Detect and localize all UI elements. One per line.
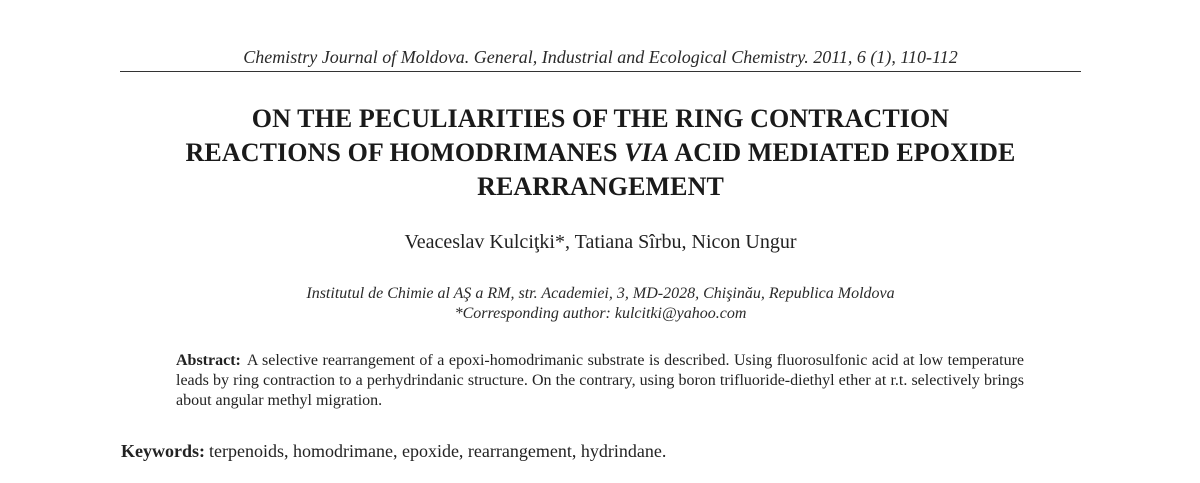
affiliation bbox=[120, 284, 1081, 324]
paper-title bbox=[120, 102, 1081, 204]
title-line-2 bbox=[120, 136, 1081, 170]
title-line-2-start: REACTIONS OF HOMODRIMANES bbox=[185, 138, 625, 167]
abstract bbox=[176, 351, 1024, 411]
keywords-text: terpenoids, homodrimane, epoxide, rearrangement, hydrindane. bbox=[209, 441, 667, 461]
title-line-3: REARRANGEMENT bbox=[477, 172, 724, 201]
title-line-2-end: ACID MEDIATED EPOXIDE bbox=[669, 138, 1016, 167]
corresponding-author: *Corresponding author: kulcitki@yahoo.com bbox=[454, 305, 747, 322]
abstract-label: Abstract: bbox=[176, 352, 241, 369]
abstract-text: A selective rearrangement of a epoxi-homodrimanic substrate is described. Using fluorosulfonic acid at low temperature leads by ring contraction to a perhydrindanic structure. On the contrary, using boron trifluoride-diethyl ether at r.t. selectively brings about angular methyl migration. bbox=[176, 352, 1024, 409]
keywords-label: Keywords: bbox=[121, 441, 205, 461]
journal-header: Chemistry Journal of Moldova. General, Industrial and Ecological Chemistry. 2011, 6 (1), 110-112 bbox=[243, 47, 958, 67]
affiliation-institution: Institutul de Chimie al AŞ a RM, str. Academiei, 3, MD-2028, Chişinău, Republica Moldova bbox=[306, 285, 895, 302]
authors: Veaceslav Kulciţki*, Tatiana Sîrbu, Nicon Ungur bbox=[404, 231, 797, 253]
header-rule bbox=[120, 71, 1081, 72]
title-line-1: ON THE PECULIARITIES OF THE RING CONTRACTION bbox=[251, 104, 950, 133]
title-line-2-italic: VIA bbox=[624, 138, 670, 167]
keywords bbox=[121, 440, 1061, 462]
